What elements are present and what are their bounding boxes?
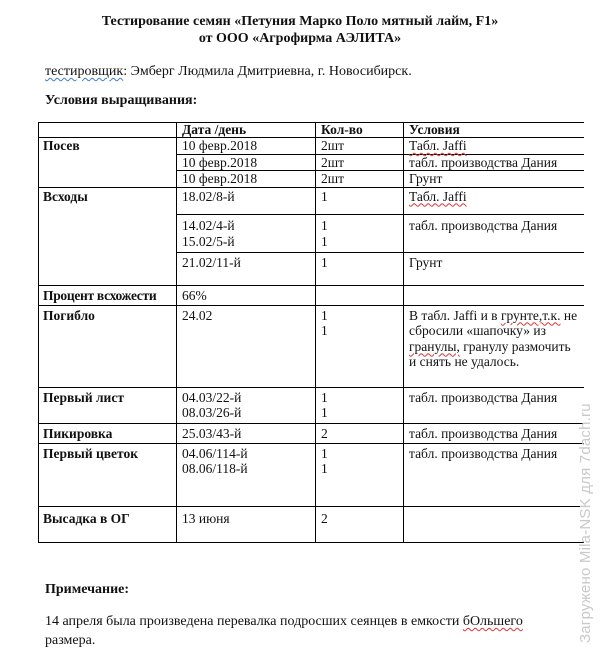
header-conditions: Условия bbox=[404, 123, 584, 138]
posev-conditions: Табл. Jaffi табл. производства Дания Грунт bbox=[404, 138, 584, 188]
perviy-tsvetok-dates: 04.06/114-й 08.06/118-й bbox=[177, 443, 316, 506]
table-row bbox=[39, 506, 584, 542]
vskhody-conditions: Табл. Jaffi табл. производства Дания Грунт bbox=[404, 187, 584, 285]
growing-conditions-table bbox=[38, 122, 584, 543]
protsent-qty-empty bbox=[316, 285, 404, 305]
perviy-list-dates: 04.03/22-й 08.03/26-й bbox=[177, 387, 316, 423]
table-row bbox=[39, 285, 584, 305]
tester-label: тестировщик bbox=[45, 64, 124, 79]
watermark-text: Загружено Mila-NSK для 7dach.ru bbox=[577, 403, 594, 643]
tester-line bbox=[45, 64, 412, 80]
tester-value: : Эмберг Людмила Дмитриевна, г. Новосибирск. bbox=[123, 64, 412, 79]
header-date: Дата /день bbox=[177, 123, 316, 138]
protsent-value: 66% bbox=[177, 285, 316, 305]
table-row bbox=[39, 305, 584, 387]
row-label-perviy-list: Первый лист bbox=[39, 387, 177, 423]
document-title-line2: от ООО «Агрофирма АЭЛИТА» bbox=[198, 31, 402, 46]
row-label-vskhody: Всходы bbox=[39, 187, 177, 285]
row-label-protsent: Процент всхожести bbox=[39, 285, 177, 305]
row-label-posev: Посев bbox=[39, 138, 177, 188]
row-label-perviy-tsvetok: Первый цветок bbox=[39, 443, 177, 506]
pogiblo-conditions: В табл. Jaffi и в грунте,т.к. не сбросили «шапочку» из гранулы, гранулу размочить и снять не удалось. bbox=[404, 305, 584, 387]
vskhody-dates: 18.02/8-й 14.02/4-й 15.02/5-й 21.02/11-й bbox=[177, 187, 316, 285]
table-header-row bbox=[39, 123, 584, 138]
vysadka-date: 13 июня bbox=[177, 506, 316, 542]
protsent-cond-empty bbox=[404, 285, 584, 305]
conditions-heading: Условия выращивания: bbox=[45, 93, 198, 108]
table-row bbox=[39, 138, 584, 188]
header-stage bbox=[39, 123, 177, 138]
vysadka-qty: 2 bbox=[316, 506, 404, 542]
pikirovka-qty: 2 bbox=[316, 423, 404, 443]
document-title-line1: Тестирование семян «Петуния Марко Поло мятный лайм, F1» bbox=[101, 14, 499, 29]
table-row bbox=[39, 443, 584, 506]
pogiblo-date: 24.02 bbox=[177, 305, 316, 387]
header-qty: Кол-во bbox=[316, 123, 404, 138]
note-heading: Примечание: bbox=[45, 582, 130, 597]
row-label-vysadka: Высадка в ОГ bbox=[39, 506, 177, 542]
table-row bbox=[39, 387, 584, 423]
table-row bbox=[39, 187, 584, 285]
perviy-list-conditions: табл. производства Дания bbox=[404, 387, 584, 423]
perviy-tsvetok-conditions: табл. производства Дания bbox=[404, 443, 584, 506]
note-text: 14 апреля была произведена перевалка подросших сеянцев в емкости бОльшего размера. bbox=[45, 614, 523, 648]
pikirovka-conditions: табл. производства Дания bbox=[404, 423, 584, 443]
posev-qty: 2шт 2шт 2шт bbox=[316, 138, 404, 188]
row-label-pogiblo: Погибло bbox=[39, 305, 177, 387]
table-row bbox=[39, 423, 584, 443]
vysadka-cond-empty bbox=[404, 506, 584, 542]
posev-dates: 10 февр.2018 10 февр.2018 10 февр.2018 bbox=[177, 138, 316, 188]
pikirovka-date: 25.03/43-й bbox=[177, 423, 316, 443]
row-label-pikirovka: Пикировка bbox=[39, 423, 177, 443]
vskhody-qty: 1 1 1 1 bbox=[316, 187, 404, 285]
pogiblo-qty: 1 1 bbox=[316, 305, 404, 387]
perviy-tsvetok-qty: 1 1 bbox=[316, 443, 404, 506]
perviy-list-qty: 1 1 bbox=[316, 387, 404, 423]
